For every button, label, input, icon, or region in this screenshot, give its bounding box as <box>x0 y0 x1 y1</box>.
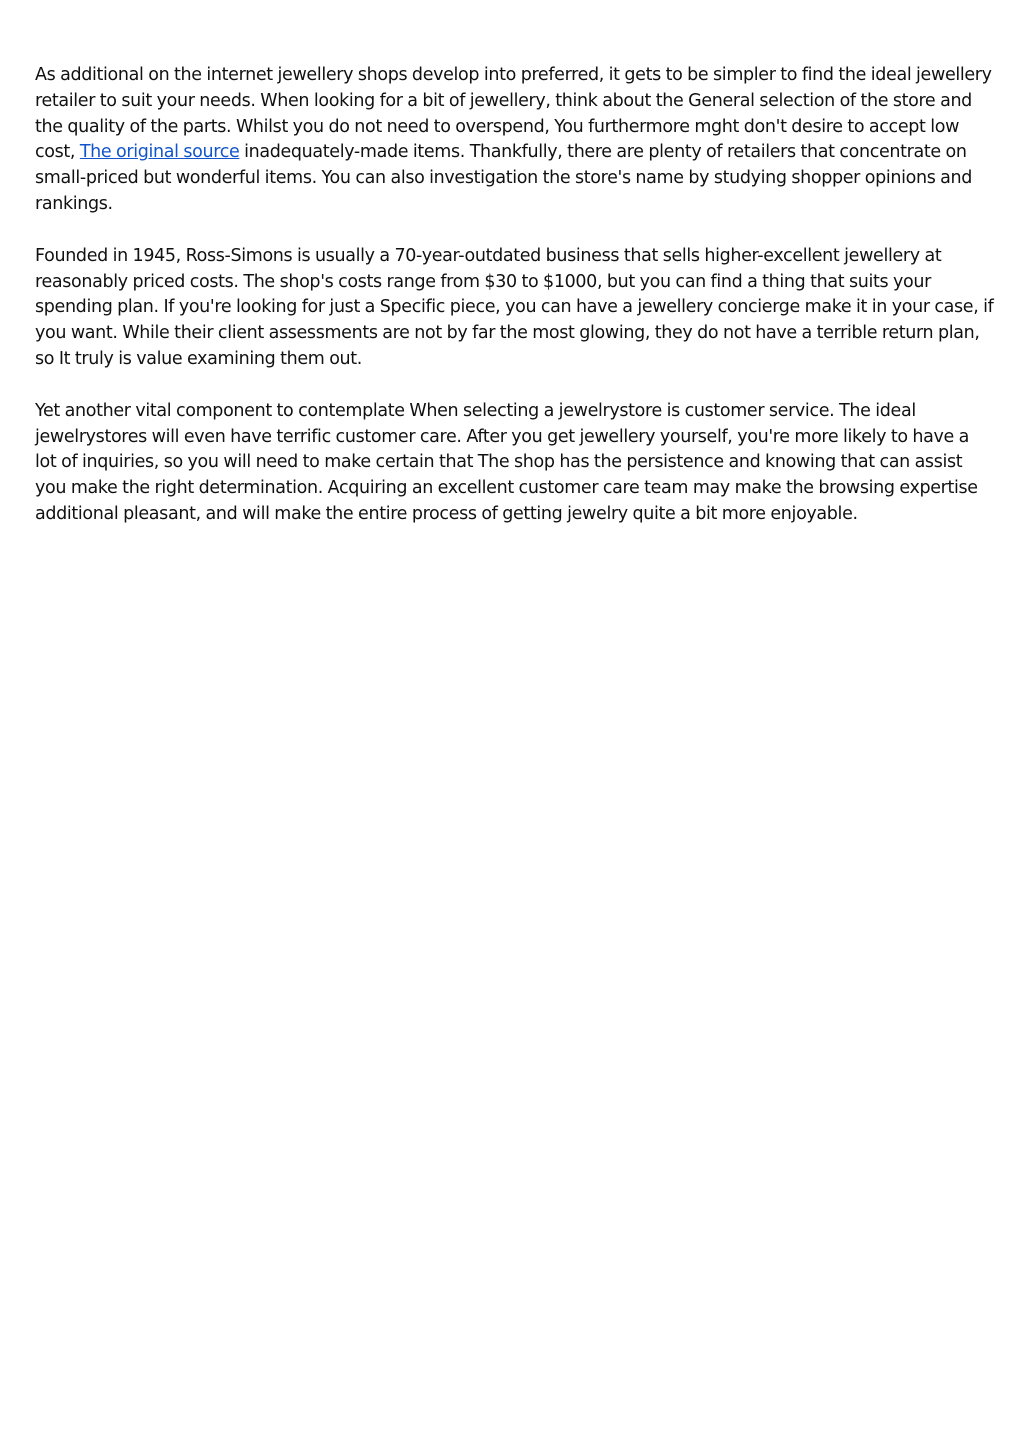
paragraph-1 <box>35 63 995 218</box>
original-source-link[interactable]: The original source <box>79 142 240 163</box>
paragraph-2: Founded in 1945, Ross-Simons is usually a 70-year-outdated business that sells higher-excellent jewellery at reasonably priced costs. The shop's costs range from $30 to $1000, but you can find a thing that suits your spending plan. If you're looking for just a Specific piece, you can have a jewellery concierge make it in your case, if you want. While their client assessments are not by far the most glowing, they do not have a terrible return plan, so It truly is value examining them out. <box>35 245 994 369</box>
document-body <box>35 63 995 554</box>
paragraph-1-text-before-link: As additional on the internet jewellery shops develop into preferred, it gets to be simpler to find the ideal jewellery retailer to suit your needs. When looking for a bit of jewellery, think about the General selection of the store and the quality of the parts. Whilst you do not need to overspend, You furthermore mght don't desire to accept low cost, <box>35 65 992 163</box>
paragraph-1-text-after-link: inadequately-made items. Thankfully, there are plenty of retailers that concentrate on small-priced but wonderful items. You can also investigation the store's name by studying shopper opinions and rankings. <box>35 142 973 214</box>
paragraph-3: Yet another vital component to contemplate When selecting a jewelrystore is customer service. The ideal jewelrystores will even have terrific customer care. After you get jewellery yourself, you're more likely to have a lot of inquiries, so you will need to make certain that The shop has the persistence and knowing that can assist you make the right determination. Acquiring an excellent customer care team may make the browsing expertise additional pleasant, and will make the entire process of getting jewelry quite a bit more enjoyable. <box>35 400 978 524</box>
